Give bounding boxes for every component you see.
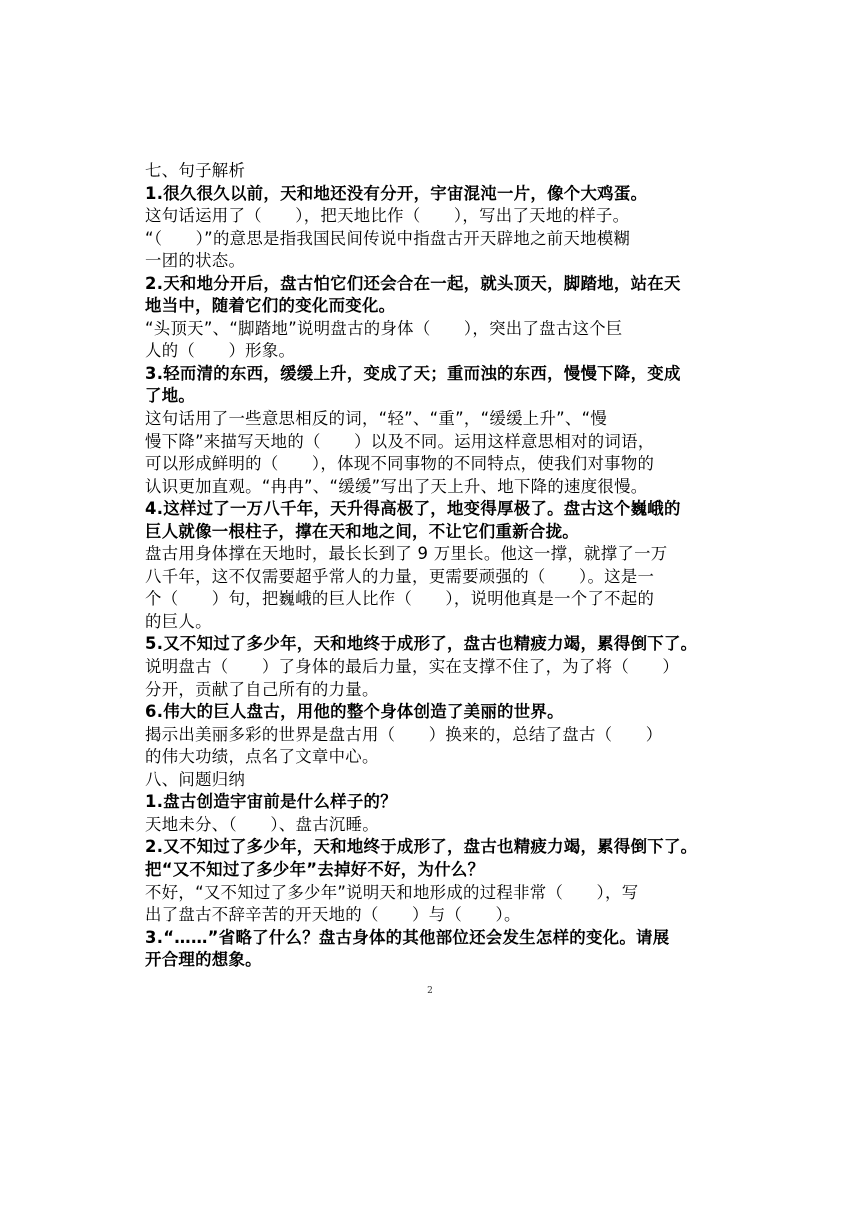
text-line: 4.这样过了一万八千年，天升得高极了，地变得厚极了。盘古这个巍峨的 [145,499,681,519]
text-line: 1.很久很久以前，天和地还没有分开，宇宙混沌一片，像个大鸡蛋。 [145,183,648,203]
text-line: 把“又不知过了多少年”去掉好不好，为什么？ [145,859,485,879]
document-body [145,160,725,972]
page-number: 2 [427,986,433,996]
text-line: 盘古用身体撑在天地时，最长长到了 9 万里长。他这一撑，就撑了一万 [145,544,668,564]
text-line: 开合理的想象。 [145,950,262,970]
text-line: 揭示出美丽多彩的世界是盘古用（ ）换来的，总结了盘古（ ） [145,724,663,744]
text-line: 的伟大功绩，点名了文章中心。 [145,747,379,767]
text-line: 巨人就像一根柱子，撑在天和地之间，不让它们重新合拢。 [145,521,579,541]
text-line: 一团的状态。 [145,251,246,271]
text-line: 认识更加直观。“冉冉”、“缓缓”写出了天上升、地下降的速度很慢。 [145,476,648,496]
text-line: 5.又不知过了多少年，天和地终于成形了，盘古也精疲力竭，累得倒下了。 [145,634,698,654]
text-line: 七、句子解析 [145,161,246,180]
text-line: 不好，“又不知过了多少年”说明天和地形成的过程非常（ ），写 [145,882,639,902]
text-line: 个（ ）句，把巍峨的巨人比作（ ），说明他真是一个了不起的 [145,589,655,609]
text-line: 可以形成鲜明的（ ），体现不同事物的不同特点，使我们对事物的 [145,454,655,474]
text-line: 3.轻而清的东西，缓缓上升，变成了天；重而浊的东西，慢慢下降，变成 [145,363,681,383]
text-line: 的巨人。 [145,611,212,631]
text-line: 天地未分、（ ）、盘古沉睡。 [145,814,379,834]
text-line: 慢下降”来描写天地的（ ）以及不同。运用这样意思相对的词语， [145,431,655,451]
text-line: 出了盘古不辞辛苦的开天地的（ ）与（ ）。 [145,905,521,925]
text-line: 这句话运用了（ ），把天地比作（ ），写出了天地的样子。 [145,206,630,226]
text-line: “头顶天”、“脚踏地”说明盘古的身体（ ），突出了盘古这个巨 [145,318,623,338]
text-line: “（ ）”的意思是指我国民间传说中指盘古开天辟地之前天地模糊 [145,228,631,248]
text-line: 说明盘古（ ）了身体的最后力量，实在支撑不住了，为了将（ ） [145,657,680,677]
text-line: 八、问题归纳 [145,769,246,789]
text-line: 地当中，随着它们的变化而变化。 [145,296,396,316]
text-line: 分开，贡献了自己所有的力量。 [145,679,379,699]
text-line: 2.又不知过了多少年，天和地终于成形了，盘古也精疲力竭，累得倒下了。 [145,837,698,857]
text-line: 人的（ ）形象。 [145,341,296,361]
text-line: 八千年，这不仅需要超乎常人的力量，更需要顽强的（ ）。这是一 [145,566,655,586]
text-line: 了地。 [145,386,196,406]
text-line: 1.盘古创造宇宙前是什么样子的？ [145,792,397,812]
text-line: 2.天和地分开后，盘古怕它们还会合在一起，就头顶天，脚踏地，站在天 [145,273,681,293]
text-line: 3.“……”省略了什么？盘古身体的其他部位还会发生怎样的变化。请展 [145,927,670,947]
text-line: 这句话用了一些意思相反的词，“轻”、“重”，“缓缓上升”、“慢 [145,409,608,429]
text-line: 6.伟大的巨人盘古，用他的整个身体创造了美丽的世界。 [145,702,564,722]
